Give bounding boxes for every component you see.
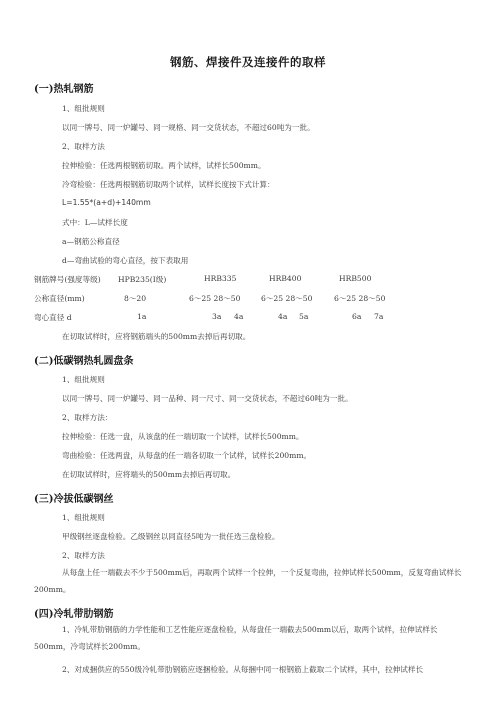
table-cell: 6～25 28～50 (334, 294, 386, 303)
paragraph: d—弯曲试验的弯心直径，按下表取用 (62, 256, 189, 265)
table-cell: 4a (278, 312, 288, 321)
table-cell: 6～25 28～50 (261, 294, 313, 303)
paragraph: 弯曲检验：任选两盘，从每盘的任一端各切取一个试样，试样长200mm。 (62, 451, 312, 460)
table-cell: 1a (137, 312, 147, 321)
table-cell: 7a (374, 312, 384, 321)
table-cell: 钢筋牌号(强度等级) (34, 275, 101, 284)
paragraph: 以同一牌号、同一炉罐号、同一品种、同一尺寸、同一交货状态，不超过60吨为一批。 (62, 394, 353, 403)
table-cell: 6～25 28～50 (189, 294, 241, 303)
table-row (34, 293, 474, 305)
paragraph: 从每盘上任一端截去不少于500mm后，再取两个试样一个拉伸，一个反复弯曲，拉伸试样长500mm，反复弯曲试样长200mm。 (34, 568, 462, 594)
table-cell: 5a (299, 312, 309, 321)
paragraph: 2、取样方法 (62, 142, 105, 151)
table-cell: HRB335 (204, 274, 237, 283)
table-cell: 8～20 (124, 294, 147, 303)
table-cell: 6a (352, 312, 362, 321)
paragraph: 甲级钢丝逐盘检验。乙级钢丝以同直径5吨为一批任选三盘检验。 (62, 532, 280, 541)
page-title: 钢筋、焊接件及连接件的取样 (170, 55, 326, 69)
section-heading-2: (二)低碳钢热轧圆盘条 (34, 356, 134, 367)
paragraph: a—钢筋公称直径 (62, 237, 120, 246)
paragraph: 2、取样方法 (62, 551, 105, 560)
paragraph: 式中：L—试样长度 (62, 218, 128, 227)
table-cell: HRB400 (269, 274, 302, 283)
table-cell: 3a (212, 312, 222, 321)
paragraph: 在切取试样时，应将钢筋端头的500mm去掉后再切取。 (62, 332, 251, 341)
paragraph: 1、冷轧带肋钢筋的力学性能和工艺性能应逐盘检验，从每盘任一端截去500mm以后，取两个试样，拉伸试样长500mm，冷弯试样长200mm。 (34, 625, 438, 651)
section-heading-4: (四)冷轧带肋钢筋 (34, 609, 114, 620)
table-cell: 公称直径(mm) (34, 294, 85, 303)
paragraph: 拉伸检验：任选一盘，从该盘的任一端切取一个试样，试样长500mm。 (62, 432, 304, 441)
paragraph: 2、取样方法： (62, 413, 113, 422)
formula: L=1.55*(a+d)+140mm (62, 198, 151, 207)
table-cell: 4a (234, 312, 244, 321)
paragraph: 冷弯检验：任选两根钢筋切取两个试样，试样长度按下式计算： (62, 180, 275, 189)
paragraph: 在切取试样时，应将端头的500mm去掉后再切取。 (62, 470, 236, 479)
paragraph: 1、组批规则 (62, 375, 105, 384)
section-heading-3: (三)冷拔低碳钢丝 (34, 494, 114, 505)
table-cell: HPB235(Ⅰ级) (118, 275, 167, 284)
table-row (34, 274, 474, 286)
paragraph: 拉伸检验：任选两根钢筋切取。两个试样，试样长500mm。 (62, 161, 266, 170)
paragraph: 1、组批规则 (62, 104, 105, 113)
table-row (34, 312, 474, 324)
table-cell: HRB500 (339, 274, 372, 283)
section-heading-1: (一)热轧钢筋 (34, 84, 94, 95)
table-cell: 弯心直径 d (34, 313, 72, 322)
paragraph: 2、对成捆供应的550级冷轧带肋钢筋应逐捆检验。从每捆中同一根钢筋上截取二个试样，其中，拉伸试样长 (62, 665, 424, 674)
paragraph: 以同一牌号、同一炉罐号、同一规格、同一交货状态，不超过60吨为一批。 (62, 123, 315, 132)
paragraph: 1、组批规则 (62, 513, 105, 522)
